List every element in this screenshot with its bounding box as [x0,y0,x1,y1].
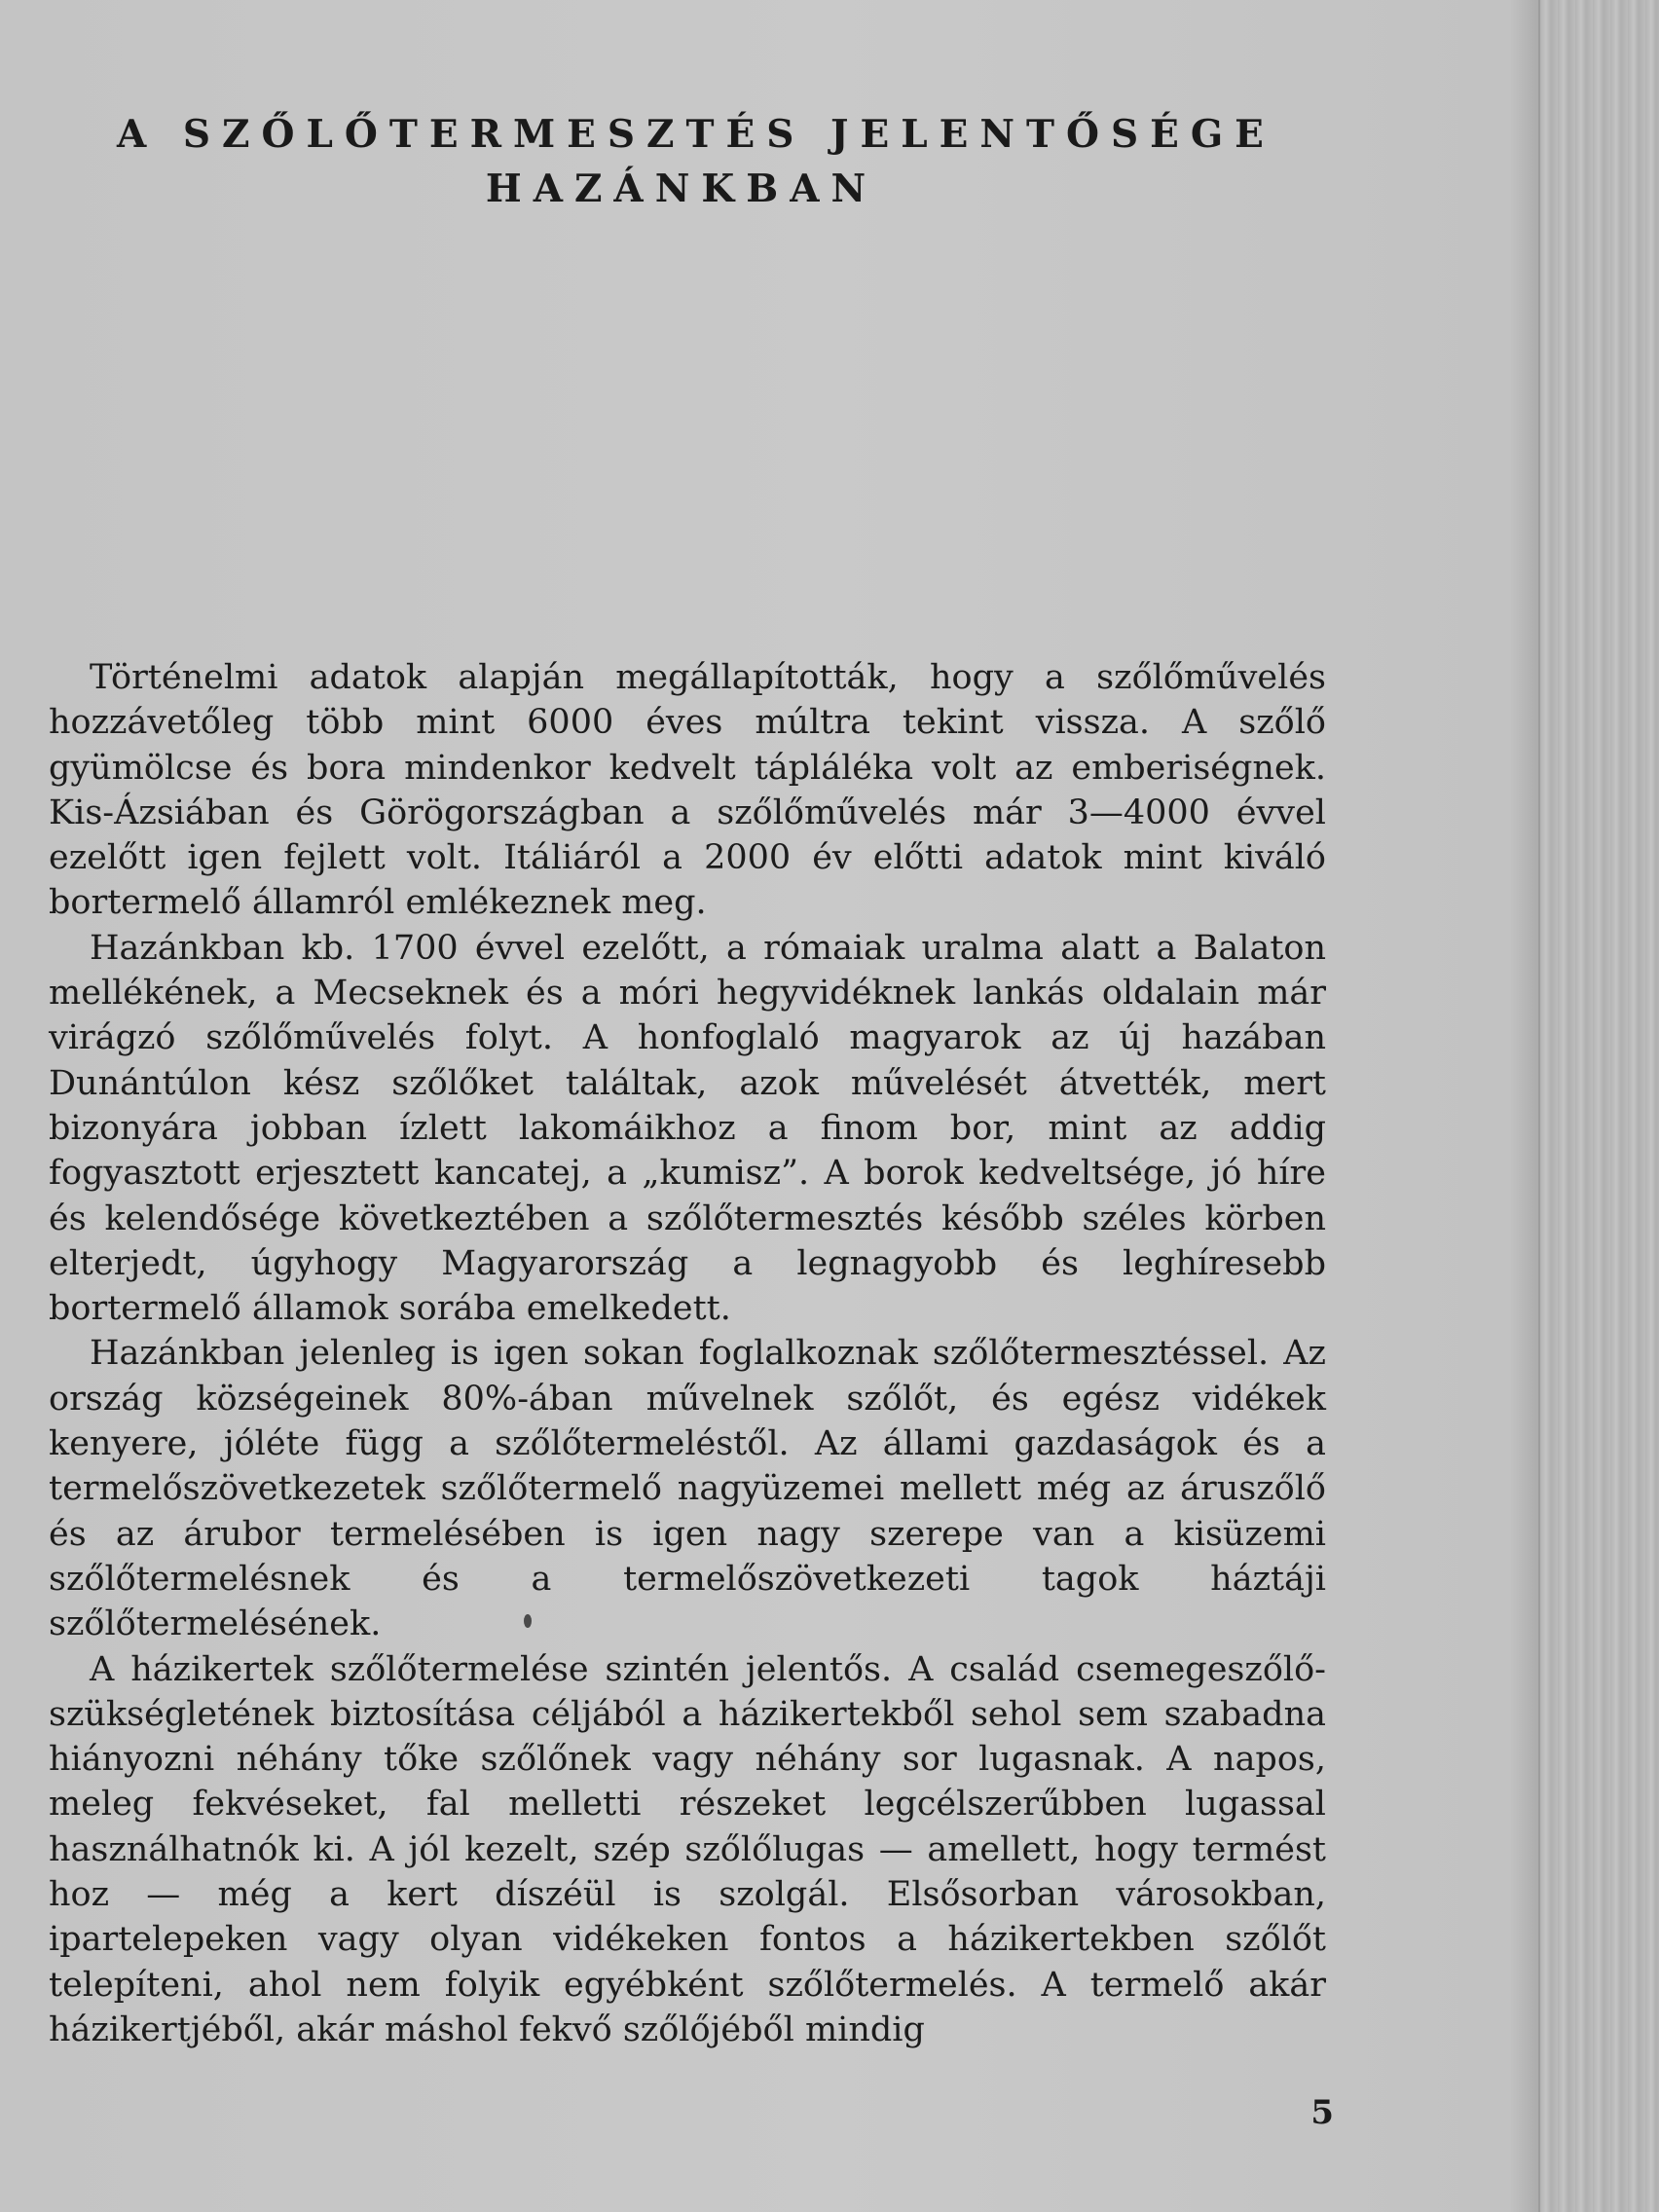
page-number: 5 [1310,2093,1334,2132]
paragraph: Hazánkban kb. 1700 évvel ezelőtt, a rómaiak uralma alatt a Balaton mellékének, a Mecseknek és a móri hegyvidéknek lankás oldalain már virágzó szőlőművelés folyt. A honfoglaló magyarok az új hazában Dunántúlon kész szőlőket találtak, azok művelését átvették, mert bizonyára jobban ízlett lakomáikhoz a finom bor, mint az addig fogyasztott erjesztett kancatej, a „kumisz”. A borok kedveltsége, jó híre és kelendősége következtében a szőlőtermesztés később széles körben elterjedt, úgyhogy Magyarország a legnagyobb és leghíresebb bortermelő államok sorába emelkedett. [49,928,1326,1329]
chapter-title-line-1: A SZŐLŐTERMESZTÉS JELENTŐSÉGE [117,112,1275,157]
ink-speck [524,1614,532,1628]
chapter-title [117,107,1275,216]
body-text [49,655,1326,2052]
paragraph: Hazánkban jelenleg is igen sokan foglalkoznak szőlőtermesztéssel. Az ország községeinek 80%-ában művelnek szőlőt, és egész vidékek kenyere, jóléte függ a szőlőtermeléstől. Az állami gazdaságok és a termelőszövetkezetek szőlőtermelő nagyüzemei mellett még az áruszőlő és az árubor termelésében is igen nagy szerepe van a kisüzemi szőlőtermelésnek és a termelőszövetkezeti tagok háztáji szőlőtermelésének. [49,1334,1326,1644]
page-edge [1538,0,1659,2212]
paragraph: A házikertek szőlőtermelése szintén jelentős. A család csemegeszőlő-szükségletének biztosítása céljából a házikertekből sehol sem szabadna hiányozni néhány tőke szőlőnek vagy néhány sor lugasnak. A napos, meleg fekvéseket, fal melletti részeket legcélszerűbben lugassal használhatnók ki. A jól kezelt, szép szőlőlugas — amellett, hogy termést hoz — még a kert díszéül is szolgál. Elsősorban városokban, ipartelepeken vagy olyan vidékeken fontos a házikertekben szőlőt telepíteni, ahol nem folyik egyébként szőlőtermelés. A termelő akár házikertjéből, akár máshol fekvő szőlőjéből mindig [49,1649,1326,2049]
paragraph: Történelmi adatok alapján megállapították, hogy a szőlőművelés hozzávetőleg több mint 6000 éves múltra tekint vissza. A szőlő gyümölcse és bora mindenkor kedvelt tápláléka volt az emberiségnek. Kis-Ázsiában és Görögországban a szőlőművelés már 3—4000 évvel ezelőtt igen fejlett volt. Itáliáról a 2000 év előtti adatok mint kiváló bortermelő államról emlékeznek meg. [49,658,1326,923]
chapter-title-line-2: HAZÁNKBAN [485,166,878,211]
